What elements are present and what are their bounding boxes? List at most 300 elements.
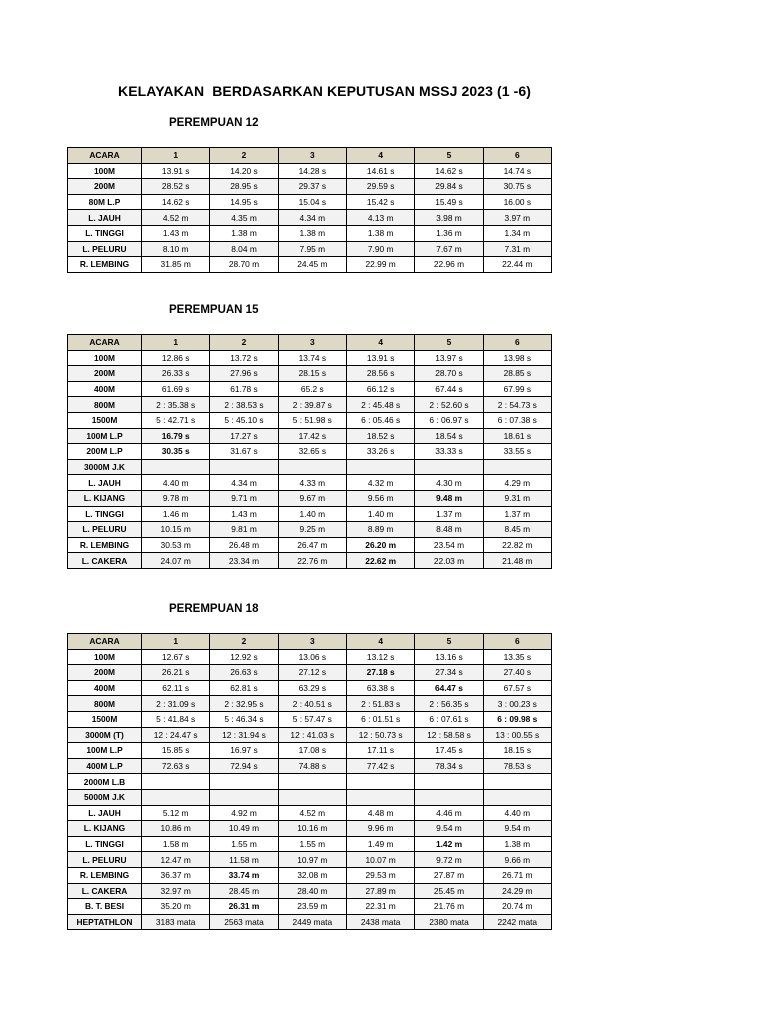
result-cell: 4.13 m (346, 210, 414, 226)
result-cell: 67.57 s (483, 680, 551, 696)
result-cell: 9.67 m (278, 490, 346, 506)
table-row (68, 836, 552, 852)
result-cell: 9.96 m (346, 821, 414, 837)
event-cell: 1500M (68, 412, 142, 428)
result-cell: 9.71 m (210, 490, 278, 506)
result-cell: 1.38 m (346, 225, 414, 241)
header-cell-rank-3: 3 (278, 335, 346, 351)
result-cell: 4.32 m (346, 475, 414, 491)
table-row (68, 241, 552, 257)
result-cell: 21.48 m (483, 553, 551, 569)
result-cell: 27.89 m (346, 883, 414, 899)
result-cell: 77.42 s (346, 758, 414, 774)
result-cell: 2 : 56.35 s (415, 696, 483, 712)
result-cell (278, 459, 346, 475)
event-cell: 1500M (68, 711, 142, 727)
header-cell-rank-5: 5 (415, 634, 483, 650)
section-title-perempuan-18: PEREMPUAN 18 (169, 603, 259, 615)
result-cell: 2242 mata (483, 914, 551, 930)
result-cell: 29.59 s (346, 179, 414, 195)
table-row (68, 412, 552, 428)
header-cell-rank-6: 6 (483, 335, 551, 351)
result-cell: 9.54 m (483, 821, 551, 837)
result-cell: 22.76 m (278, 553, 346, 569)
header-cell-rank-5: 5 (415, 335, 483, 351)
result-cell: 13.35 s (483, 649, 551, 665)
table-row (68, 743, 552, 759)
result-cell (483, 459, 551, 475)
header-cell-rank-2: 2 (210, 148, 278, 164)
event-cell: 100M L.P (68, 743, 142, 759)
result-cell: 1.42 m (415, 836, 483, 852)
result-cell: 29.53 m (346, 867, 414, 883)
header-cell-rank-1: 1 (142, 335, 210, 351)
section-title-perempuan-12: PEREMPUAN 12 (169, 117, 259, 129)
result-cell: 18.52 s (346, 428, 414, 444)
event-cell: L. KIJANG (68, 490, 142, 506)
result-cell: 11.58 m (210, 852, 278, 868)
table-row (68, 758, 552, 774)
result-cell: 63.38 s (346, 680, 414, 696)
event-cell: 100M (68, 163, 142, 179)
result-cell: 14.74 s (483, 163, 551, 179)
result-cell: 5 : 57.47 s (278, 711, 346, 727)
result-cell: 16.79 s (142, 428, 210, 444)
result-cell: 24.07 m (142, 553, 210, 569)
result-cell: 3.98 m (415, 210, 483, 226)
table-row (68, 867, 552, 883)
result-cell: 1.43 m (142, 225, 210, 241)
result-cell: 35.20 m (142, 899, 210, 915)
result-cell: 28.40 m (278, 883, 346, 899)
result-cell: 4.48 m (346, 805, 414, 821)
result-cell: 29.37 s (278, 179, 346, 195)
result-cell: 7.90 m (346, 241, 414, 257)
result-cell: 2 : 51.83 s (346, 696, 414, 712)
result-cell: 17.42 s (278, 428, 346, 444)
result-cell (142, 774, 210, 790)
result-cell: 7.67 m (415, 241, 483, 257)
result-cell: 2 : 40.51 s (278, 696, 346, 712)
event-cell: 3000M (T) (68, 727, 142, 743)
event-cell: 800M (68, 397, 142, 413)
result-cell: 17.45 s (415, 743, 483, 759)
result-cell: 2 : 32.95 s (210, 696, 278, 712)
header-cell-rank-4: 4 (346, 634, 414, 650)
table-row (68, 381, 552, 397)
result-cell: 3 : 00.23 s (483, 696, 551, 712)
event-cell: 400M (68, 680, 142, 696)
result-cell: 15.04 s (278, 194, 346, 210)
result-cell: 62.11 s (142, 680, 210, 696)
event-cell: 100M (68, 350, 142, 366)
table-row (68, 257, 552, 273)
result-cell (415, 774, 483, 790)
result-cell: 28.95 s (210, 179, 278, 195)
section-title-perempuan-15: PEREMPUAN 15 (169, 304, 259, 316)
result-cell: 6 : 06.97 s (415, 412, 483, 428)
result-cell: 14.95 s (210, 194, 278, 210)
table-row (68, 774, 552, 790)
result-cell: 14.62 s (415, 163, 483, 179)
table-row (68, 397, 552, 413)
result-cell: 14.28 s (278, 163, 346, 179)
header-cell-rank-6: 6 (483, 634, 551, 650)
table-row (68, 852, 552, 868)
event-cell: R. LEMBING (68, 257, 142, 273)
result-cell: 27.96 s (210, 366, 278, 382)
table-row (68, 711, 552, 727)
result-cell: 17.08 s (278, 743, 346, 759)
result-cell: 27.18 s (346, 665, 414, 681)
header-cell-rank-5: 5 (415, 148, 483, 164)
result-cell: 1.36 m (415, 225, 483, 241)
result-cell: 13.74 s (278, 350, 346, 366)
result-cell: 72.63 s (142, 758, 210, 774)
result-cell: 12 : 58.58 s (415, 727, 483, 743)
result-cell: 28.85 s (483, 366, 551, 382)
header-row (68, 335, 552, 351)
event-cell: L. JAUH (68, 475, 142, 491)
table-row (68, 225, 552, 241)
result-cell: 12 : 50.73 s (346, 727, 414, 743)
result-cell: 22.82 m (483, 537, 551, 553)
result-cell: 18.15 s (483, 743, 551, 759)
result-cell: 12.47 m (142, 852, 210, 868)
table-row (68, 444, 552, 460)
event-cell: 200M (68, 366, 142, 382)
event-cell: 80M L.P (68, 194, 142, 210)
result-cell: 32.97 m (142, 883, 210, 899)
event-cell: 100M L.P (68, 428, 142, 444)
header-cell-rank-6: 6 (483, 148, 551, 164)
header-cell-rank-2: 2 (210, 634, 278, 650)
table-row (68, 163, 552, 179)
result-cell: 2 : 31.09 s (142, 696, 210, 712)
result-cell: 14.62 s (142, 194, 210, 210)
result-cell: 13.97 s (415, 350, 483, 366)
result-cell: 31.85 m (142, 257, 210, 273)
result-cell (346, 774, 414, 790)
result-cell: 30.35 s (142, 444, 210, 460)
result-cell: 22.62 m (346, 553, 414, 569)
table-row (68, 537, 552, 553)
result-cell: 4.52 m (142, 210, 210, 226)
result-cell: 9.31 m (483, 490, 551, 506)
table-row (68, 506, 552, 522)
result-cell: 7.95 m (278, 241, 346, 257)
header-cell-rank-4: 4 (346, 148, 414, 164)
result-cell: 6 : 01.51 s (346, 711, 414, 727)
result-cell: 26.71 m (483, 867, 551, 883)
result-cell (210, 459, 278, 475)
result-cell: 3183 mata (142, 914, 210, 930)
result-cell: 14.20 s (210, 163, 278, 179)
result-cell: 2 : 54.73 s (483, 397, 551, 413)
result-cell: 13.72 s (210, 350, 278, 366)
result-cell: 17.11 s (346, 743, 414, 759)
result-cell: 4.30 m (415, 475, 483, 491)
header-cell-rank-1: 1 (142, 148, 210, 164)
result-cell: 28.45 m (210, 883, 278, 899)
result-cell: 12 : 24.47 s (142, 727, 210, 743)
result-cell (483, 774, 551, 790)
table-row (68, 899, 552, 915)
result-cell: 74.88 s (278, 758, 346, 774)
result-cell (415, 459, 483, 475)
result-cell: 8.48 m (415, 522, 483, 538)
result-cell: 15.49 s (415, 194, 483, 210)
results-table-perempuan-18 (67, 633, 552, 930)
result-cell: 12.92 s (210, 649, 278, 665)
result-cell: 66.12 s (346, 381, 414, 397)
result-cell: 18.61 s (483, 428, 551, 444)
result-cell: 27.40 s (483, 665, 551, 681)
result-cell: 1.34 m (483, 225, 551, 241)
result-cell: 1.40 m (346, 506, 414, 522)
result-cell: 5 : 42.71 s (142, 412, 210, 428)
event-cell: L. TINGGI (68, 836, 142, 852)
result-cell: 18.54 s (415, 428, 483, 444)
result-cell: 33.26 s (346, 444, 414, 460)
result-cell: 9.66 m (483, 852, 551, 868)
result-cell (142, 459, 210, 475)
result-cell: 32.08 m (278, 867, 346, 883)
result-cell: 2 : 38.53 s (210, 397, 278, 413)
result-cell (278, 789, 346, 805)
header-cell-rank-4: 4 (346, 335, 414, 351)
result-cell: 2380 mata (415, 914, 483, 930)
table-row (68, 490, 552, 506)
result-cell: 1.38 m (278, 225, 346, 241)
event-cell: B. T. BESI (68, 899, 142, 915)
event-cell: L. TINGGI (68, 506, 142, 522)
result-cell: 61.78 s (210, 381, 278, 397)
result-cell: 10.97 m (278, 852, 346, 868)
result-cell (483, 789, 551, 805)
event-cell: 200M (68, 665, 142, 681)
result-cell (346, 459, 414, 475)
result-cell (142, 789, 210, 805)
result-cell: 9.54 m (415, 821, 483, 837)
table-row (68, 680, 552, 696)
event-cell: 2000M L.B (68, 774, 142, 790)
result-cell: 13.16 s (415, 649, 483, 665)
result-cell: 22.31 m (346, 899, 414, 915)
result-cell: 13 : 00.55 s (483, 727, 551, 743)
result-cell: 10.07 m (346, 852, 414, 868)
table-row (68, 665, 552, 681)
result-cell: 15.42 s (346, 194, 414, 210)
result-cell: 24.29 m (483, 883, 551, 899)
event-cell: L. PELURU (68, 522, 142, 538)
result-cell: 6 : 05.46 s (346, 412, 414, 428)
header-cell-rank-1: 1 (142, 634, 210, 650)
result-cell: 7.31 m (483, 241, 551, 257)
table-row (68, 914, 552, 930)
result-cell: 1.37 m (415, 506, 483, 522)
event-cell: L. TINGGI (68, 225, 142, 241)
result-cell: 67.99 s (483, 381, 551, 397)
result-cell: 61.69 s (142, 381, 210, 397)
event-cell: R. LEMBING (68, 867, 142, 883)
result-cell: 33.55 s (483, 444, 551, 460)
event-cell: 3000M J.K (68, 459, 142, 475)
table-row (68, 475, 552, 491)
event-cell: L. JAUH (68, 805, 142, 821)
result-cell: 63.29 s (278, 680, 346, 696)
result-cell: 31.67 s (210, 444, 278, 460)
results-table-perempuan-15 (67, 334, 552, 569)
result-cell: 17.27 s (210, 428, 278, 444)
result-cell: 1.38 m (210, 225, 278, 241)
result-cell: 36.37 m (142, 867, 210, 883)
result-cell: 6 : 09.98 s (483, 711, 551, 727)
result-cell: 26.48 m (210, 537, 278, 553)
result-cell: 28.70 m (210, 257, 278, 273)
header-row (68, 634, 552, 650)
result-cell: 9.56 m (346, 490, 414, 506)
event-cell: 200M L.P (68, 444, 142, 460)
result-cell: 30.53 m (142, 537, 210, 553)
result-cell: 2438 mata (346, 914, 414, 930)
result-cell: 5 : 51.98 s (278, 412, 346, 428)
table-row (68, 350, 552, 366)
result-cell: 5 : 46.34 s (210, 711, 278, 727)
result-cell: 10.49 m (210, 821, 278, 837)
result-cell: 24.45 m (278, 257, 346, 273)
result-cell: 23.54 m (415, 537, 483, 553)
result-cell: 28.52 s (142, 179, 210, 195)
result-cell (415, 789, 483, 805)
result-cell: 26.21 s (142, 665, 210, 681)
result-cell: 22.96 m (415, 257, 483, 273)
table-row (68, 727, 552, 743)
result-cell: 22.44 m (483, 257, 551, 273)
event-cell: 200M (68, 179, 142, 195)
result-cell: 28.15 s (278, 366, 346, 382)
result-cell: 1.49 m (346, 836, 414, 852)
result-cell: 4.92 m (210, 805, 278, 821)
result-cell: 30.75 s (483, 179, 551, 195)
result-cell (210, 789, 278, 805)
table-row (68, 883, 552, 899)
result-cell: 12 : 31.94 s (210, 727, 278, 743)
page-title: KELAYAKAN BERDASARKAN KEPUTUSAN MSSJ 2023 (1 -6) (118, 83, 532, 99)
result-cell: 15.85 s (142, 743, 210, 759)
result-cell (210, 774, 278, 790)
result-cell: 22.99 m (346, 257, 414, 273)
result-cell: 13.98 s (483, 350, 551, 366)
result-cell: 20.74 m (483, 899, 551, 915)
event-cell: L. PELURU (68, 852, 142, 868)
result-cell: 1.55 m (278, 836, 346, 852)
header-cell-acara: ACARA (68, 335, 142, 351)
results-table-perempuan-12 (67, 147, 552, 273)
table-row (68, 821, 552, 837)
result-cell: 2 : 45.48 s (346, 397, 414, 413)
result-cell: 1.43 m (210, 506, 278, 522)
header-cell-rank-3: 3 (278, 148, 346, 164)
result-cell: 32.65 s (278, 444, 346, 460)
result-cell: 5 : 41.84 s (142, 711, 210, 727)
result-cell: 4.33 m (278, 475, 346, 491)
result-cell: 1.46 m (142, 506, 210, 522)
result-cell: 6 : 07.61 s (415, 711, 483, 727)
result-cell: 9.48 m (415, 490, 483, 506)
result-cell: 23.34 m (210, 553, 278, 569)
result-cell: 16.97 s (210, 743, 278, 759)
result-cell: 1.40 m (278, 506, 346, 522)
result-cell: 2 : 39.87 s (278, 397, 346, 413)
result-cell: 8.04 m (210, 241, 278, 257)
result-cell: 6 : 07.38 s (483, 412, 551, 428)
result-cell: 4.52 m (278, 805, 346, 821)
result-cell: 8.45 m (483, 522, 551, 538)
table-row (68, 805, 552, 821)
result-cell: 21.76 m (415, 899, 483, 915)
event-cell: 800M (68, 696, 142, 712)
result-cell: 78.53 s (483, 758, 551, 774)
result-cell: 4.29 m (483, 475, 551, 491)
header-cell-acara: ACARA (68, 634, 142, 650)
result-cell: 12.67 s (142, 649, 210, 665)
result-cell: 4.40 m (483, 805, 551, 821)
result-cell: 26.63 s (210, 665, 278, 681)
result-cell: 25.45 m (415, 883, 483, 899)
result-cell: 9.25 m (278, 522, 346, 538)
event-cell: L. JAUH (68, 210, 142, 226)
event-cell: 100M (68, 649, 142, 665)
result-cell: 13.91 s (346, 350, 414, 366)
result-cell: 26.47 m (278, 537, 346, 553)
result-cell: 65.2 s (278, 381, 346, 397)
table-row (68, 649, 552, 665)
result-cell: 8.89 m (346, 522, 414, 538)
header-cell-rank-2: 2 (210, 335, 278, 351)
event-cell: 5000M J.K (68, 789, 142, 805)
result-cell: 72.94 s (210, 758, 278, 774)
result-cell: 9.81 m (210, 522, 278, 538)
table-row (68, 179, 552, 195)
result-cell: 33.74 m (210, 867, 278, 883)
event-cell: R. LEMBING (68, 537, 142, 553)
result-cell: 1.38 m (483, 836, 551, 852)
result-cell: 78.34 s (415, 758, 483, 774)
event-cell: HEPTATHLON (68, 914, 142, 930)
result-cell: 12 : 41.03 s (278, 727, 346, 743)
table-row (68, 553, 552, 569)
result-cell: 14.61 s (346, 163, 414, 179)
result-cell: 3.97 m (483, 210, 551, 226)
result-cell: 29.84 s (415, 179, 483, 195)
result-cell: 10.86 m (142, 821, 210, 837)
result-cell: 5 : 45.10 s (210, 412, 278, 428)
result-cell: 2 : 35.38 s (142, 397, 210, 413)
event-cell: L. CAKERA (68, 883, 142, 899)
header-cell-acara: ACARA (68, 148, 142, 164)
result-cell: 4.34 m (210, 475, 278, 491)
header-row (68, 148, 552, 164)
result-cell: 4.35 m (210, 210, 278, 226)
result-cell: 27.34 s (415, 665, 483, 681)
result-cell: 62.81 s (210, 680, 278, 696)
event-cell: L. KIJANG (68, 821, 142, 837)
result-cell: 27.12 s (278, 665, 346, 681)
result-cell: 4.40 m (142, 475, 210, 491)
result-cell: 2 : 52.60 s (415, 397, 483, 413)
table-row (68, 459, 552, 475)
